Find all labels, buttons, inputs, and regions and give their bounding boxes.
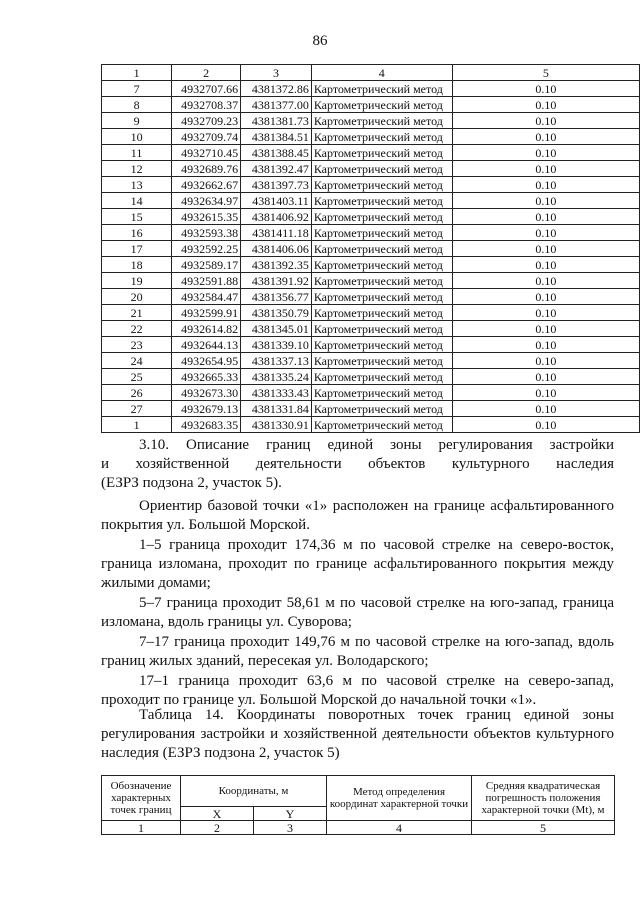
table-row xyxy=(102,113,640,129)
coord-y: 4381372.86 xyxy=(241,81,312,97)
table-row xyxy=(102,417,640,433)
table-row xyxy=(102,193,640,209)
table-row xyxy=(102,97,640,113)
paragraph: 1–5 граница проходит 174,36 м по часовой стрелке на северо-восток, граница изломана, проходит по границе асфальтированного покрытия между жилыми домами; xyxy=(101,537,614,591)
header-cell: 5 xyxy=(452,65,639,81)
table-row xyxy=(102,209,640,225)
header-cell: 4 xyxy=(311,65,452,81)
point-number: 17 xyxy=(102,241,172,257)
point-number: 13 xyxy=(102,177,172,193)
paragraph: 5–7 граница проходит 58,61 м по часовой стрелке на юго-запад, граница изломана, вдоль границы ул. Суворова; xyxy=(101,595,614,630)
table-row xyxy=(102,225,640,241)
point-number: 22 xyxy=(102,321,172,337)
table-row xyxy=(102,289,640,305)
coord-y: 4381411.18 xyxy=(241,225,312,241)
method: Картометрический метод xyxy=(311,385,452,401)
coord-x: 4932689.76 xyxy=(172,161,241,177)
coord-x: 4932707.66 xyxy=(172,81,241,97)
table-row xyxy=(102,145,640,161)
method: Картометрический метод xyxy=(311,369,452,385)
section-heading xyxy=(101,436,614,493)
error: 0.10 xyxy=(452,353,639,369)
point-number: 18 xyxy=(102,257,172,273)
method: Картометрический метод xyxy=(311,305,452,321)
col-number: 5 xyxy=(472,821,615,835)
table-row xyxy=(102,401,640,417)
coord-y: 4381397.73 xyxy=(241,177,312,193)
error: 0.10 xyxy=(452,81,639,97)
method: Картометрический метод xyxy=(311,129,452,145)
coord-y: 4381350.79 xyxy=(241,305,312,321)
coord-y: 4381392.35 xyxy=(241,257,312,273)
coord-x: 4932599.91 xyxy=(172,305,241,321)
coordinates-table xyxy=(101,64,640,433)
point-number: 14 xyxy=(102,193,172,209)
point-number: 21 xyxy=(102,305,172,321)
point-number: 11 xyxy=(102,145,172,161)
error: 0.10 xyxy=(452,129,639,145)
point-number: 25 xyxy=(102,369,172,385)
error: 0.10 xyxy=(452,97,639,113)
point-number: 8 xyxy=(102,97,172,113)
table14-caption xyxy=(101,706,614,763)
error: 0.10 xyxy=(452,369,639,385)
coord-y: 4381330.91 xyxy=(241,417,312,433)
table-row xyxy=(102,81,640,97)
method: Картометрический метод xyxy=(311,273,452,289)
method: Картометрический метод xyxy=(311,417,452,433)
table-row xyxy=(102,241,640,257)
header-cell: 3 xyxy=(241,65,312,81)
method: Картометрический метод xyxy=(311,241,452,257)
coord-y: 4381335.24 xyxy=(241,369,312,385)
table-row xyxy=(102,161,640,177)
coord-x: 4932614.82 xyxy=(172,321,241,337)
method: Картометрический метод xyxy=(311,145,452,161)
table-row xyxy=(102,273,640,289)
error: 0.10 xyxy=(452,385,639,401)
header-y: Y xyxy=(254,807,327,821)
coord-y: 4381384.51 xyxy=(241,129,312,145)
error: 0.10 xyxy=(452,193,639,209)
header-x: X xyxy=(181,807,254,821)
coord-y: 4381391.92 xyxy=(241,273,312,289)
coord-x: 4932591.88 xyxy=(172,273,241,289)
method: Картометрический метод xyxy=(311,401,452,417)
point-number: 26 xyxy=(102,385,172,401)
table-row xyxy=(102,369,640,385)
header-cell: 1 xyxy=(102,65,172,81)
table14 xyxy=(101,775,615,835)
table-caption: Таблица 14. Координаты поворотных точек границ единой зоны регулирования застройки и хозяйственной деятельности объектов культурного наследия (ЕЗРЗ подзона 2, участок 5) xyxy=(101,707,614,761)
point-number: 1 xyxy=(102,417,172,433)
header-error: Средняя квадратическая погрешность положения характерной точки (Mt), м xyxy=(472,776,615,821)
point-number: 7 xyxy=(102,81,172,97)
coord-x: 4932662.67 xyxy=(172,177,241,193)
coord-x: 4932710.45 xyxy=(172,145,241,161)
method: Картометрический метод xyxy=(311,209,452,225)
error: 0.10 xyxy=(452,337,639,353)
method: Картометрический метод xyxy=(311,113,452,129)
method: Картометрический метод xyxy=(311,161,452,177)
coord-x: 4932615.35 xyxy=(172,209,241,225)
error: 0.10 xyxy=(452,305,639,321)
col-number: 2 xyxy=(181,821,254,835)
method: Картометрический метод xyxy=(311,193,452,209)
page-number: 86 xyxy=(312,33,328,49)
coord-x: 4932665.33 xyxy=(172,369,241,385)
coord-y: 4381377.00 xyxy=(241,97,312,113)
error: 0.10 xyxy=(452,417,639,433)
method: Картометрический метод xyxy=(311,353,452,369)
table-header-row xyxy=(102,65,640,81)
coord-x: 4932673.30 xyxy=(172,385,241,401)
coord-y: 4381339.10 xyxy=(241,337,312,353)
table-row xyxy=(102,321,640,337)
point-number: 15 xyxy=(102,209,172,225)
error: 0.10 xyxy=(452,321,639,337)
point-number: 10 xyxy=(102,129,172,145)
table-row xyxy=(102,305,640,321)
method: Картометрический метод xyxy=(311,225,452,241)
coord-x: 4932634.97 xyxy=(172,193,241,209)
table-row xyxy=(102,385,640,401)
point-number: 9 xyxy=(102,113,172,129)
error: 0.10 xyxy=(452,273,639,289)
error: 0.10 xyxy=(452,161,639,177)
coord-y: 4381392.47 xyxy=(241,161,312,177)
point-number: 19 xyxy=(102,273,172,289)
table-row xyxy=(102,353,640,369)
coord-x: 4932679.13 xyxy=(172,401,241,417)
coord-x: 4932593.38 xyxy=(172,225,241,241)
table-row xyxy=(102,257,640,273)
point-number: 23 xyxy=(102,337,172,353)
method: Картометрический метод xyxy=(311,321,452,337)
col-number: 1 xyxy=(102,821,181,835)
error: 0.10 xyxy=(452,289,639,305)
coord-y: 4381356.77 xyxy=(241,289,312,305)
coord-x: 4932709.74 xyxy=(172,129,241,145)
header-method: Метод определения координат характерной точки xyxy=(327,776,472,821)
error: 0.10 xyxy=(452,177,639,193)
coord-x: 4932654.95 xyxy=(172,353,241,369)
coord-x: 4932592.25 xyxy=(172,241,241,257)
coord-x: 4932683.35 xyxy=(172,417,241,433)
method: Картометрический метод xyxy=(311,289,452,305)
error: 0.10 xyxy=(452,225,639,241)
coord-y: 4381403.11 xyxy=(241,193,312,209)
coord-y: 4381333.43 xyxy=(241,385,312,401)
paragraph: 7–17 граница проходит 149,76 м по часовой стрелке на юго-запад, вдоль границ жилых зданий, пересекая ул. Володарского; xyxy=(101,634,614,669)
col-number: 4 xyxy=(327,821,472,835)
point-number: 16 xyxy=(102,225,172,241)
coord-x: 4932584.47 xyxy=(172,289,241,305)
coord-x: 4932709.23 xyxy=(172,113,241,129)
paragraph: Ориентир базовой точки «1» расположен на границе асфальтированного покрытия ул. Большой Морской. xyxy=(101,498,614,533)
coord-y: 4381331.84 xyxy=(241,401,312,417)
col-number: 3 xyxy=(254,821,327,835)
header-cell: 2 xyxy=(172,65,241,81)
paragraph: 17–1 граница проходит 63,6 м по часовой стрелке на северо-запад, проходит по границе ул. Большой Морской до начальной точки «1». xyxy=(101,673,614,708)
method: Картометрический метод xyxy=(311,337,452,353)
header-point: Обозначение характерных точек границ xyxy=(102,776,181,821)
point-number: 27 xyxy=(102,401,172,417)
coord-y: 4381381.73 xyxy=(241,113,312,129)
heading-line-2: и хозяйственной деятельности объектов культурного наследия xyxy=(101,456,614,472)
table-row xyxy=(102,129,640,145)
header-coords: Координаты, м xyxy=(181,776,327,807)
coord-y: 4381388.45 xyxy=(241,145,312,161)
coord-x: 4932644.13 xyxy=(172,337,241,353)
error: 0.10 xyxy=(452,209,639,225)
section-body xyxy=(101,497,614,710)
error: 0.10 xyxy=(452,145,639,161)
coord-y: 4381406.06 xyxy=(241,241,312,257)
method: Картометрический метод xyxy=(311,177,452,193)
coord-x: 4932589.17 xyxy=(172,257,241,273)
heading-line-3: (ЕЗРЗ подзона 2, участок 5). xyxy=(101,475,282,491)
method: Картометрический метод xyxy=(311,81,452,97)
point-number: 20 xyxy=(102,289,172,305)
table-row xyxy=(102,177,640,193)
coord-y: 4381406.92 xyxy=(241,209,312,225)
error: 0.10 xyxy=(452,257,639,273)
table-row xyxy=(102,337,640,353)
method: Картометрический метод xyxy=(311,97,452,113)
method: Картометрический метод xyxy=(311,257,452,273)
heading-line-1: 3.10. Описание границ единой зоны регулирования застройки xyxy=(139,437,614,453)
error: 0.10 xyxy=(452,113,639,129)
coord-y: 4381345.01 xyxy=(241,321,312,337)
point-number: 12 xyxy=(102,161,172,177)
error: 0.10 xyxy=(452,401,639,417)
error: 0.10 xyxy=(452,241,639,257)
point-number: 24 xyxy=(102,353,172,369)
coord-y: 4381337.13 xyxy=(241,353,312,369)
coord-x: 4932708.37 xyxy=(172,97,241,113)
